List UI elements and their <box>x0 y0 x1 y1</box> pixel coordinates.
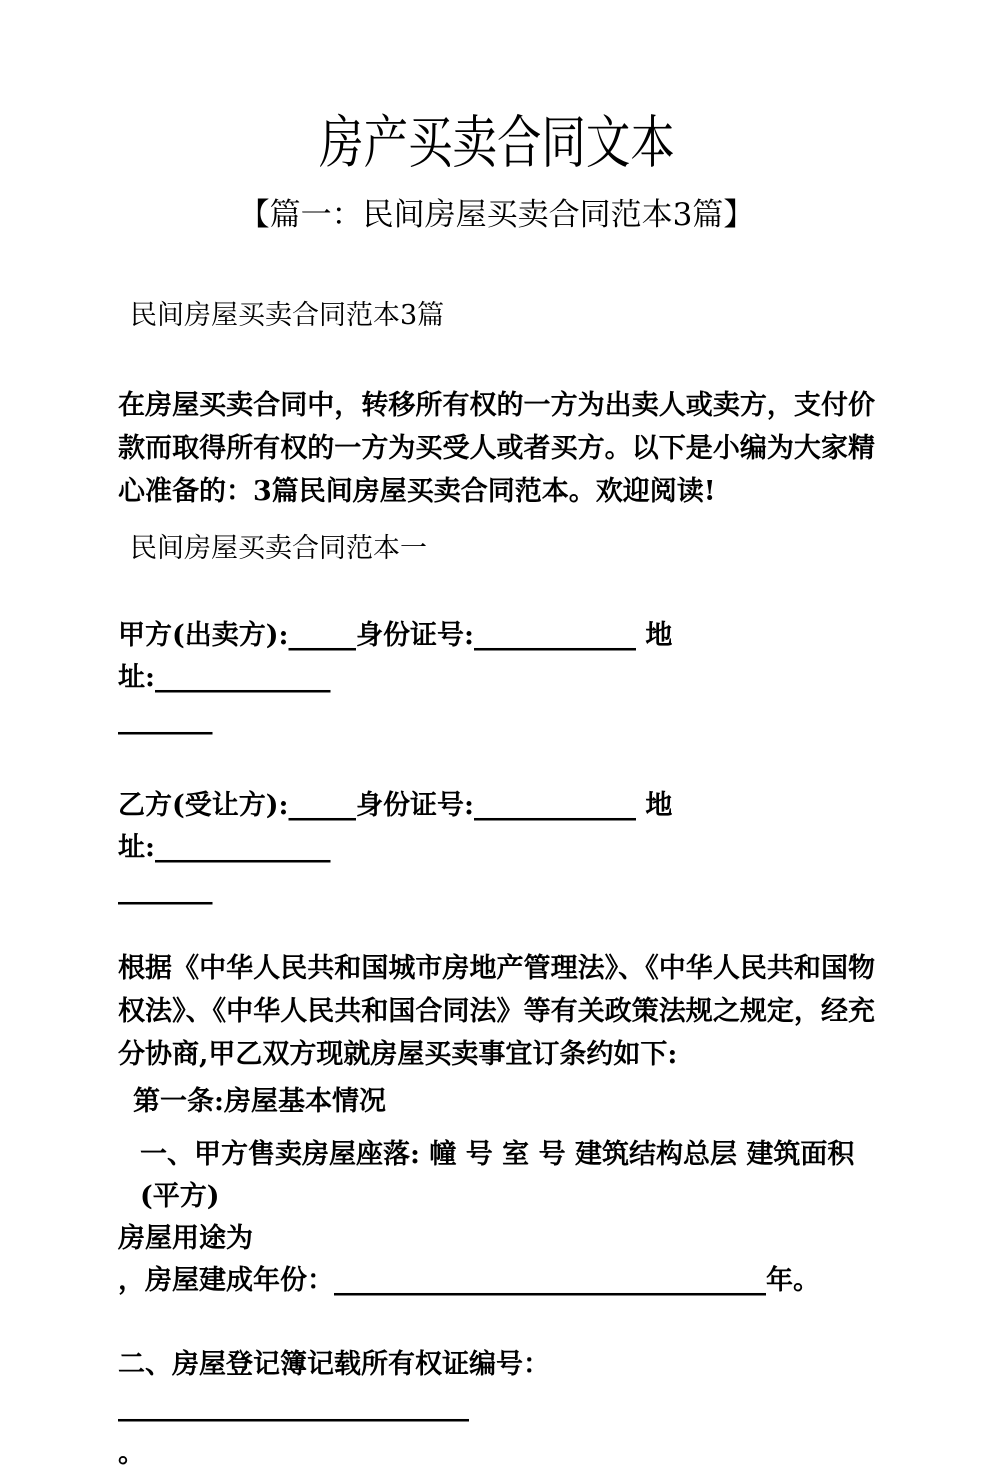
clause-one-usage-line: 房屋用途为 <box>118 1223 253 1254</box>
clause-two-label: 二、房屋登记簿记载所有权证编号： <box>118 1349 550 1380</box>
clause-one-built-year-line <box>118 1260 875 1302</box>
party-a-continuation-blank: _______ <box>118 704 213 735</box>
party-b-block <box>118 785 875 911</box>
built-year-blank: ________________________________ <box>334 1265 766 1296</box>
clause-two-period: 。 <box>118 1438 145 1469</box>
intro-paragraph: 在房屋买卖合同中，转移所有权的一方为出卖人或卖方，支付价款而取得所有权的一方为买受人或者买方。以下是小编为大家精心准备的：3篇民间房屋买卖合同范本。欢迎阅读! <box>118 390 875 507</box>
party-b-continuation-blank: _______ <box>118 874 213 905</box>
document-title <box>118 108 875 178</box>
document-title-text: 房产买卖合同文本 <box>318 110 675 176</box>
clause-two-line <box>118 1344 875 1428</box>
section-one-heading: 【篇一：民间房屋买卖合同范本3篇】 <box>238 197 755 233</box>
party-a-block <box>118 615 875 741</box>
party-a-line: 甲方(出卖方):_____身份证号:____________ 地址:_____________ <box>118 620 673 693</box>
party-b-line: 乙方(受让方):_____身份证号:____________ 地址:_____________ <box>118 790 673 863</box>
legal-basis-paragraph: 根据《中华人民共和国城市房地产管理法》、《中华人民共和国物权法》、《中华人民共和国合同法》等有关政策法规之规定，经充分协商,甲乙双方现就房屋买卖事宜订条约如下: <box>118 953 875 1070</box>
copies-heading: 民间房屋买卖合同范本3篇 <box>130 300 445 331</box>
clause-two-blank: __________________________ <box>118 1391 469 1422</box>
sample-one-heading: 民间房屋买卖合同范本一 <box>130 533 427 564</box>
clause-one-block <box>118 1134 875 1302</box>
article-one-heading: 第一条:房屋基本情况 <box>133 1086 386 1117</box>
built-year-suffix: 年。 <box>766 1265 820 1296</box>
built-year-label: ，房屋建成年份： <box>118 1265 334 1296</box>
clause-one-location-line: 一、甲方售卖房屋座落: 幢 号 室 号 建筑结构总层 建筑面积(平方) <box>140 1139 855 1212</box>
